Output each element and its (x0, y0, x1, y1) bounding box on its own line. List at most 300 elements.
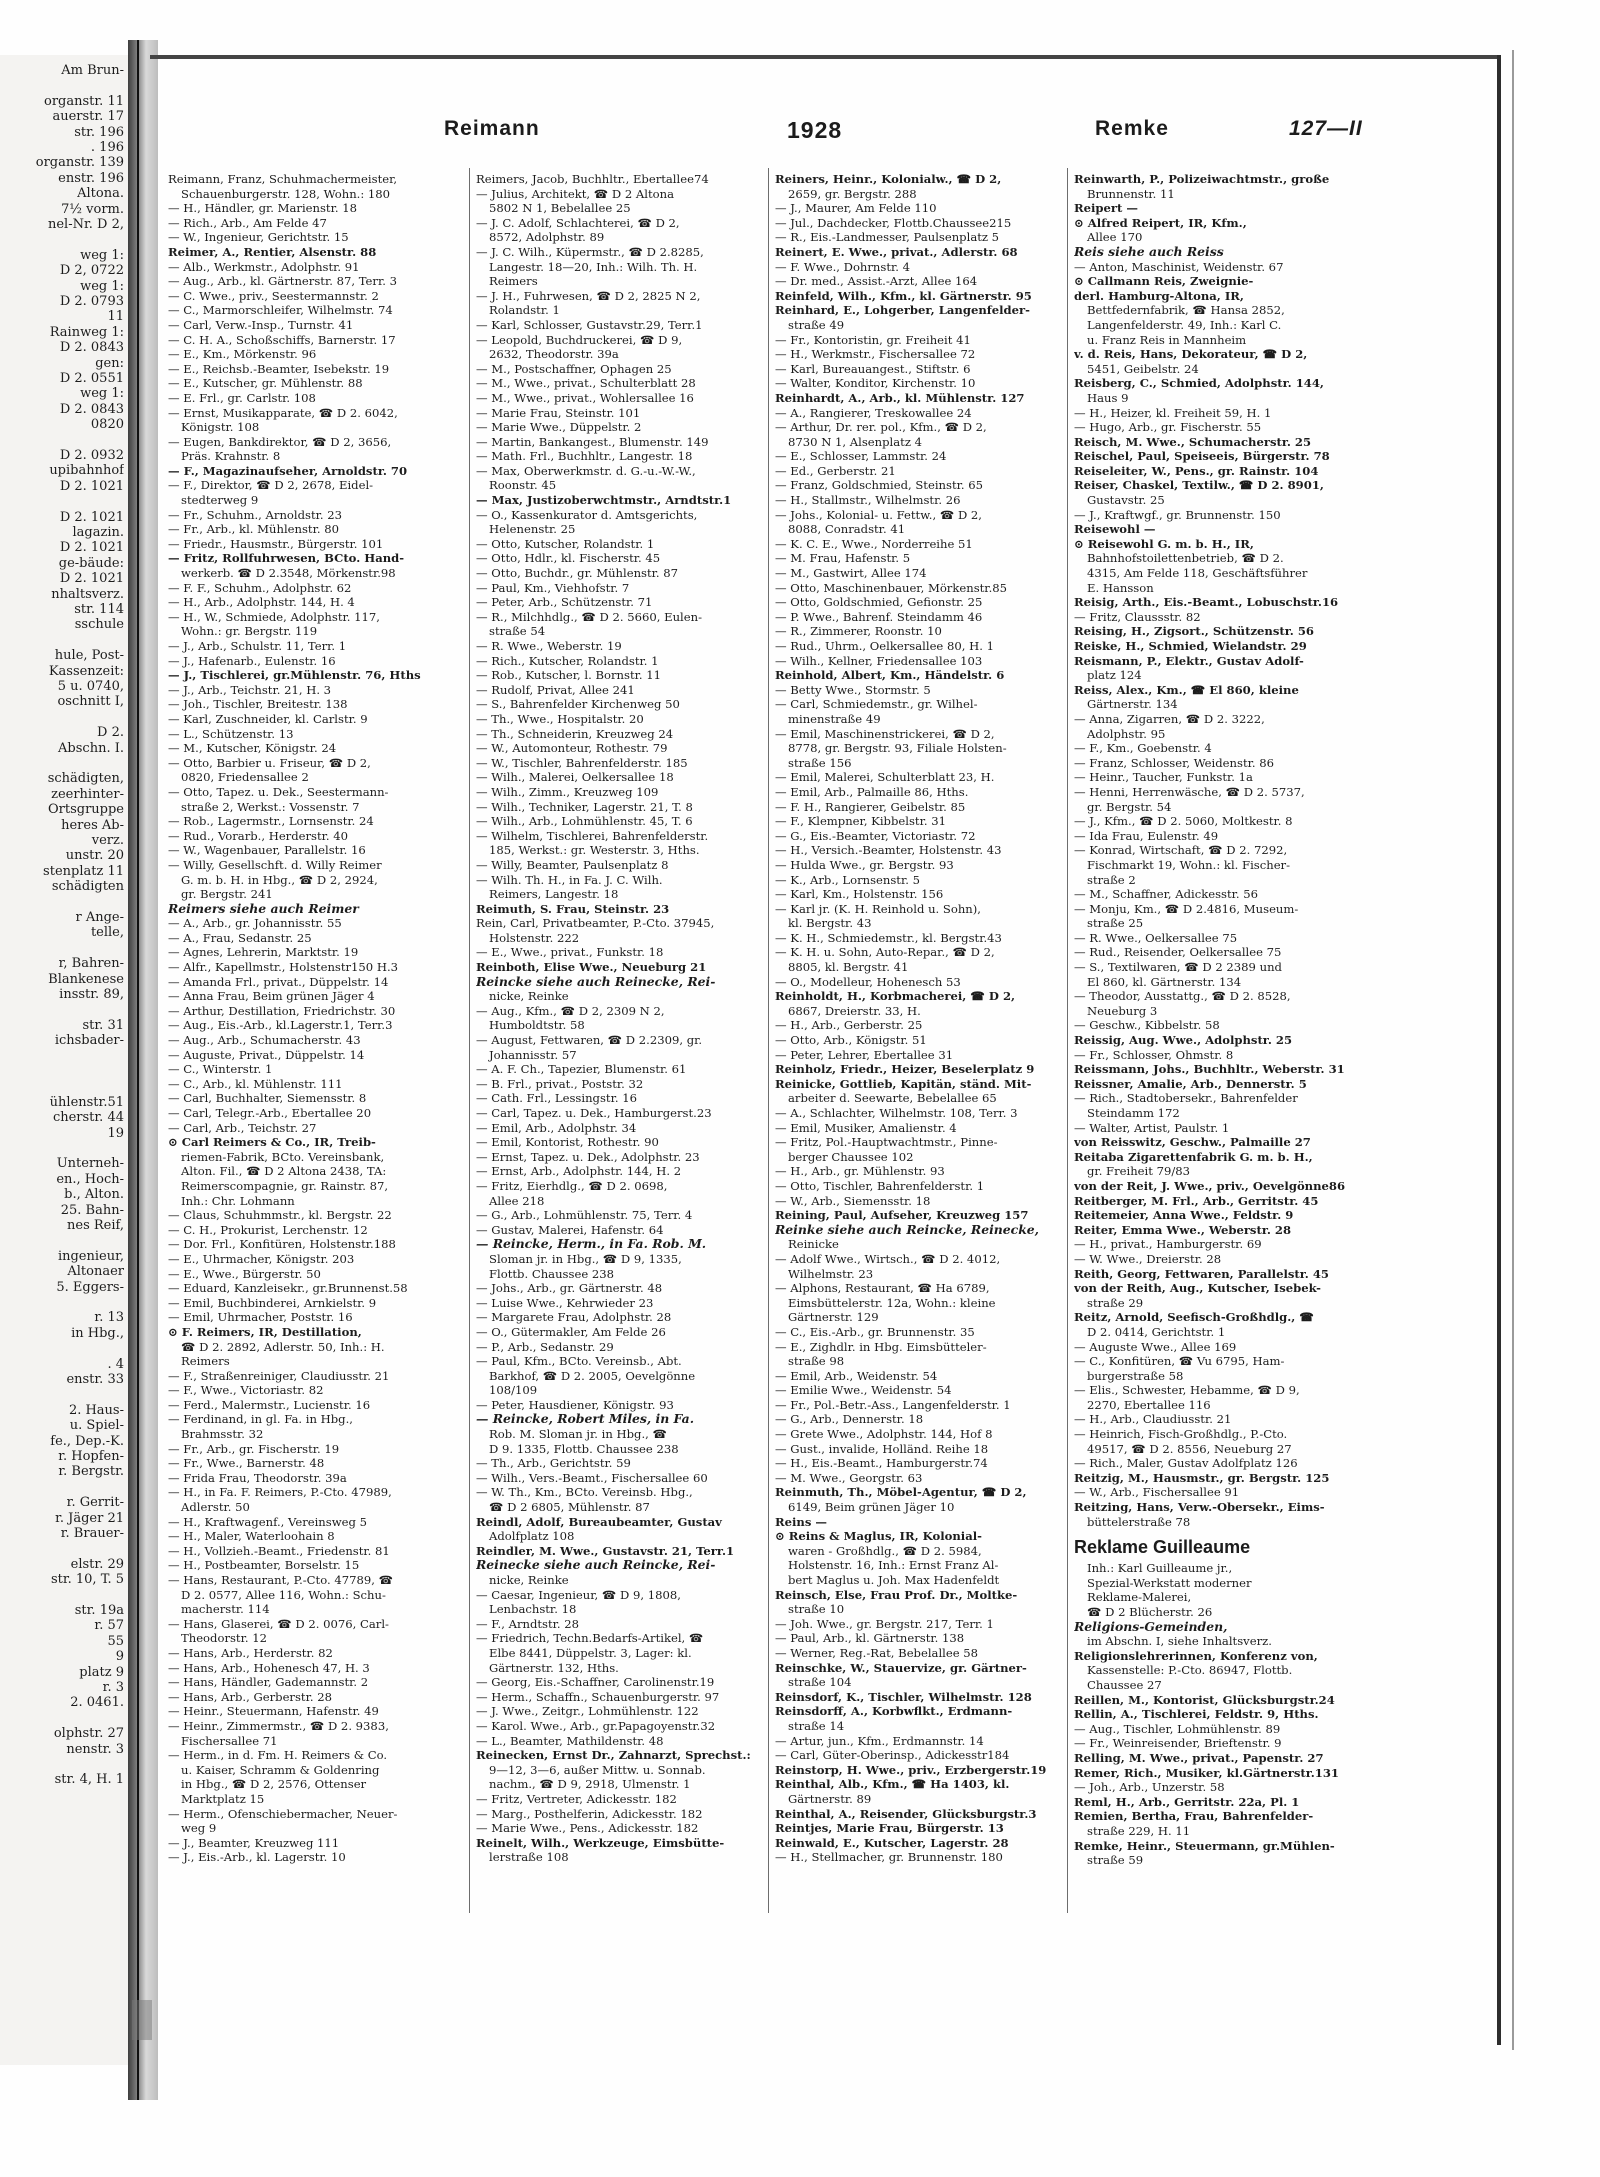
directory-entry: Rein, Carl, Privatbeamter, P.-Cto. 37945, (476, 916, 715, 931)
directory-entry: — Franz, Schlosser, Weidenstr. 86 (1074, 755, 1275, 770)
directory-entry: — Th., Wwe., Hospitalstr. 20 (476, 711, 644, 726)
directory-entry: — J., Kraftwgf., gr. Brunnenstr. 150 (1074, 507, 1281, 522)
directory-entry: — F. F., Schuhm., Adolphstr. 62 (168, 580, 352, 595)
directory-entry: — Cath. Frl., Lessingstr. 16 (476, 1091, 637, 1106)
previous-page-fragment: weg 1: (80, 278, 124, 294)
directory-entry: Brunnenstr. 11 (1087, 186, 1175, 201)
directory-entry: Reissig, Aug. Wwe., Adolphstr. 25 (1074, 1033, 1293, 1048)
directory-entry: Reimers siehe auch Reimer (168, 901, 359, 916)
directory-entry: — Emil, Malerei, Schulterblatt 23, H. (775, 770, 995, 785)
directory-entry: — J. H., Fuhrwesen, ☎ D 2, 2825 N 2, (476, 288, 701, 303)
directory-entry: — Caesar, Ingenieur, ☎ D 9, 1808, (476, 1587, 681, 1602)
previous-page-edge (0, 55, 128, 2065)
directory-entry: Roonstr. 45 (489, 478, 557, 493)
directory-entry: Reklame-Malerei, (1087, 1590, 1192, 1605)
directory-entry: — Artur, jun., Kfm., Erdmannstr. 14 (775, 1733, 984, 1748)
previous-page-fragment: Ortsgruppe (47, 802, 124, 818)
directory-entry: Humboldtstr. 58 (489, 1018, 585, 1033)
directory-entry: Reinholdt, H., Korbmacherei, ☎ D 2, (775, 989, 1016, 1004)
directory-entry: — C. H. A., Schoßschiffs, Barnerstr. 17 (168, 332, 396, 347)
directory-entry: Reinsch, Else, Frau Prof. Dr., Moltke- (775, 1587, 1018, 1602)
directory-entry: Reismann, P., Elektr., Gustav Adolf- (1074, 653, 1304, 668)
directory-entry: nicke, Reinke (489, 1573, 569, 1587)
directory-entry: — E., Km., Mörkenstr. 96 (168, 347, 317, 362)
directory-entry: — Karol. Wwe., Arb., gr.Papagoyenstr.32 (476, 1718, 716, 1733)
directory-entry: — Karl, Zuschneider, kl. Carlstr. 9 (168, 711, 368, 726)
previous-page-fragment: Rainweg 1: (49, 324, 124, 340)
directory-entry: Gustavstr. 25 (1087, 493, 1165, 508)
directory-entry: — E., Wwe., Bürgerstr. 50 (168, 1266, 321, 1281)
directory-entry: — Otto, Arb., Königstr. 51 (775, 1033, 927, 1048)
book-binding (128, 40, 158, 2100)
directory-entry: waren - Großhdlg., ☎ D 2. 5984, (788, 1543, 982, 1558)
directory-entry: — Paul, Kfm., BCto. Vereinsb., Abt. (476, 1354, 682, 1369)
directory-entry: — Wilh., Malerei, Oelkersallee 18 (476, 770, 674, 785)
directory-entry: — Carl, Telegr.-Arb., Ebertallee 20 (168, 1106, 372, 1120)
directory-entry: Reisewohl — (1074, 522, 1156, 537)
directory-entry: Reiser, Chaskel, Textilw., ☎ D 2. 8901, (1074, 478, 1324, 493)
previous-page-fragment: nes Reif, (67, 1218, 124, 1233)
directory-entry: — M., Wwe., privat., Wohlersallee 16 (476, 390, 694, 405)
directory-entry: — R. Wwe., Weberstr. 19 (476, 639, 622, 653)
directory-entry: — G., Eis.-Beamter, Victoriastr. 72 (775, 828, 976, 843)
directory-entry: Bahnhofstoilettenbetrieb, ☎ D 2. (1087, 551, 1284, 566)
directory-entry: — Georg, Eis.-Schaffner, Carolinenstr.19 (476, 1675, 715, 1690)
directory-entry: — Dor. Frl., Konfitüren, Holstenstr.188 (168, 1237, 396, 1252)
directory-entry: — H., privat., Hamburgerstr. 69 (1074, 1237, 1262, 1252)
directory-entry: gr. Bergstr. 54 (1087, 799, 1172, 814)
directory-entry: 6149, Beim grünen Jäger 10 (788, 1500, 955, 1515)
directory-entry: 5802 N 1, Bebelallee 25 (489, 201, 631, 216)
previous-page-fragment: unstr. 20 (65, 848, 124, 864)
previous-page-fragment: gen: (95, 355, 124, 371)
directory-entry: — Rud., Uhrm., Oelkersallee 80, H. 1 (775, 639, 994, 653)
directory-entry: — Otto, Kutscher, Rolandstr. 1 (476, 536, 655, 551)
directory-entry: — Alb., Werkmstr., Adolphstr. 91 (168, 259, 360, 274)
previous-page-fragment: 5. Eggers- (56, 1279, 124, 1295)
previous-page-fragment: D 2. 1021 (59, 540, 124, 556)
directory-entry: — F., Klempner, Kibbelstr. 31 (775, 814, 946, 829)
directory-entry: — Peter, Hausdiener, Königstr. 93 (476, 1397, 674, 1412)
directory-entry: — Fr., Pol.-Betr.-Ass., Langenfelderstr. 1 (775, 1397, 1011, 1412)
directory-entry: — Reincke, Robert Miles, in Fa. (476, 1412, 695, 1427)
directory-entry: — W., Automonteur, Rothestr. 79 (476, 741, 668, 756)
previous-page-fragment: 2. 0461. (70, 1695, 124, 1711)
directory-entry: — Carl, Verw.-Insp., Turnstr. 41 (168, 317, 354, 332)
previous-page-fragment: u. Spiel- (69, 1418, 124, 1434)
directory-entry: von der Reith, Aug., Kutscher, Isebek- (1074, 1281, 1321, 1296)
directory-entry: Reillen, M., Kontorist, Glücksburgstr.24 (1074, 1692, 1335, 1707)
directory-entry: — Hans, Arb., Herderstr. 82 (168, 1645, 333, 1660)
directory-entry: Religions-Gemeinden, (1074, 1619, 1228, 1634)
directory-entry: Reinecke siehe auch Reincke, Rei- (476, 1558, 716, 1573)
directory-entry: — H., Arb., Claudiusstr. 21 (1074, 1412, 1232, 1427)
directory-entry: Reinstorp, H. Wwe., priv., Erzbergerstr.19 (775, 1762, 1047, 1777)
directory-entry: — Ernst, Tapez. u. Dek., Adolphstr. 23 (476, 1149, 700, 1164)
previous-page-fragment: 2. Haus- (68, 1402, 124, 1418)
directory-entry: Kassenstelle: P.-Cto. 86947, Flottb. (1087, 1663, 1293, 1678)
previous-page-fragment: D 2, 0722 (59, 263, 124, 279)
directory-entry: im Abschn. I, siehe Inhaltsverz. (1087, 1634, 1272, 1649)
directory-entry: E. Hansson (1087, 580, 1154, 595)
directory-entry: Reisch, M. Wwe., Schumacherstr. 25 (1074, 434, 1312, 449)
directory-entry: — Hans, Glaserei, ☎ D 2. 0076, Carl- (168, 1616, 389, 1631)
directory-entry: Reimer, A., Rentier, Alsenstr. 88 (168, 244, 377, 259)
directory-entry: — P. Wwe., Bahrenf. Steindamm 46 (775, 609, 983, 624)
previous-page-fragment: . 4 (107, 1356, 124, 1372)
directory-entry: stedterweg 9 (181, 493, 259, 508)
directory-entry: — Emil, Maschinenstrickerei, ☎ D 2, (775, 726, 995, 741)
directory-entry: Barkhof, ☎ D 2. 2005, Oevelgönne (489, 1368, 696, 1383)
directory-entry: Elbe 8441, Düppelstr. 3, Lager: kl. (489, 1645, 692, 1660)
directory-entry: Reitberger, M. Frl., Arb., Gerritstr. 45 (1074, 1193, 1319, 1208)
directory-entry: — F., Straßenreiniger, Claudiusstr. 21 (168, 1368, 390, 1383)
directory-entry: Reitaba Zigarettenfabrik G. m. b. H., (1074, 1149, 1313, 1164)
directory-entry: Flottb. Chaussee 238 (489, 1266, 614, 1281)
directory-entry: — H., in Fa. F. Reimers, P.-Cto. 47989, (168, 1485, 392, 1500)
directory-entry: 9—12, 3—6, außer Mittw. u. Sonnab. (489, 1762, 706, 1777)
directory-entry: Reis siehe auch Reiss (1074, 244, 1224, 259)
directory-entry: — Karl, Km., Holstenstr. 156 (775, 887, 944, 902)
directory-entry: — Wilh. Th. H., in Fa. J. C. Wilh. (476, 872, 663, 887)
directory-entry: Reissmann, Johs., Buchhltr., Weberstr. 31 (1074, 1062, 1345, 1077)
directory-entry: Inh.: Chr. Lohmann (181, 1193, 295, 1208)
directory-entry: nicke, Reinke (489, 989, 569, 1004)
previous-page-fragment: D 2. (97, 725, 124, 741)
directory-entry: — Aug., Arb., kl. Gärtnerstr. 87, Terr. 3 (168, 274, 397, 289)
directory-entry: Reising, H., Zigsort., Schützenstr. 56 (1074, 624, 1314, 639)
previous-page-fragment: organstr. 11 (44, 93, 124, 109)
directory-entry: Reinschke, W., Stauervize, gr. Gärtner- (775, 1660, 1027, 1675)
directory-entry: — August, Fettwaren, ☎ D 2.2309, gr. (476, 1033, 703, 1048)
directory-entry: — Aug., Eis.-Arb., kl.Lagerstr.1, Terr.3 (168, 1018, 393, 1033)
directory-entry: Reins — (775, 1514, 828, 1529)
directory-entry: Reimers, Langestr. 18 (489, 887, 619, 902)
directory-entry: Reischel, Paul, Speiseeis, Bürgerstr. 78 (1074, 449, 1330, 464)
directory-entry: — Otto, Buchdr., gr. Mühlenstr. 87 (476, 566, 679, 581)
directory-entry: Alton. Fil., ☎ D 2 Altona 2438, TA: (181, 1164, 387, 1179)
directory-entry: Haus 9 (1087, 390, 1129, 405)
directory-entry: — Karl, Schlosser, Gustavstr.29, Terr.1 (476, 317, 703, 332)
directory-entry: Reiske, H., Schmied, Wielandstr. 29 (1074, 639, 1307, 653)
directory-entry: — G., Arb., Dennerstr. 18 (775, 1412, 924, 1427)
directory-entry: Reincke siehe auch Reinecke, Rei- (476, 974, 716, 989)
directory-entry: straße 2, Werkst.: Vossenstr. 7 (181, 799, 360, 814)
directory-entry: — Otto, Hdlr., kl. Fischerstr. 45 (476, 551, 661, 566)
directory-entry: — H., Arb., Adolphstr. 144, H. 4 (168, 595, 355, 610)
directory-entry: weg 9 (181, 1821, 217, 1836)
previous-page-fragment: elstr. 29 (70, 1556, 124, 1572)
directory-entry: 8778, gr. Bergstr. 93, Filiale Holsten- (788, 741, 1007, 756)
previous-page-fragment: str. 10, T. 5 (50, 1572, 124, 1588)
directory-entry: straße 14 (788, 1718, 845, 1733)
directory-entry: — Friedr., Hausmstr., Bürgerstr. 101 (168, 536, 384, 551)
previous-page-fragment: str. 114 (74, 602, 124, 617)
directory-entry: — Wilh., Zimm., Kreuzweg 109 (476, 784, 659, 799)
previous-page-fragment: ge-bäude: (58, 555, 124, 571)
previous-page-fragment: str. 196 (74, 124, 124, 140)
directory-entry: Inh.: Karl Guilleaume jr., (1087, 1561, 1233, 1576)
directory-entry: — Marie Wwe., Pens., Adickesstr. 182 (476, 1821, 699, 1836)
directory-entry: 8730 N 1, Alsenplatz 4 (788, 434, 922, 449)
directory-entry: minenstraße 49 (788, 711, 881, 726)
previous-page-fragment: b., Alton. (64, 1187, 124, 1203)
directory-entry: derl. Hamburg-Altona, IR, (1074, 288, 1244, 303)
previous-page-fragment: r. Brauer- (60, 1526, 124, 1541)
directory-entry: straße 29 (1087, 1295, 1144, 1310)
directory-entry: Allee 218 (489, 1193, 545, 1208)
directory-entry: — Peter, Arb., Schützenstr. 71 (476, 595, 653, 610)
directory-entry: — W. Wwe., Dreierstr. 28 (1074, 1251, 1222, 1266)
directory-entry: — F., Magazinaufseher, Arnoldstr. 70 (168, 463, 408, 478)
directory-entry: bert Maglus u. Joh. Max Hadenfeldt (788, 1573, 1000, 1587)
directory-entry: — Heinr., Zimmermstr., ☎ D 2. 9383, (168, 1718, 389, 1733)
directory-entry: — J., Kfm., ☎ D 2. 5060, Moltkestr. 8 (1074, 814, 1293, 829)
directory-entry: — R., Eis.-Landmesser, Paulsenplatz 5 (775, 230, 1000, 245)
previous-page-fragment: r. 13 (94, 1310, 124, 1326)
directory-entry: — Rich., Stadtobersekr., Bahrenfelder (1074, 1091, 1298, 1106)
directory-entry: u. Franz Reis in Mannheim (1087, 332, 1247, 347)
previous-page-fragment: Altonaer (67, 1264, 124, 1280)
previous-page-fragment: ichsbader- (54, 1033, 124, 1049)
previous-page-fragment: cherstr. 44 (52, 1110, 124, 1126)
directory-entry: Reinert, E. Wwe., privat., Adlerstr. 68 (775, 244, 1018, 259)
directory-entry: — R. Wwe., Oelkersallee 75 (1074, 930, 1238, 945)
directory-entry: — M., Schaffner, Adickesstr. 56 (1074, 887, 1259, 902)
previous-page-fragment: weg 1: (80, 386, 124, 402)
directory-entry: — Arthur, Dr. rer. pol., Kfm., ☎ D 2, (775, 420, 987, 435)
scan-smudge (132, 2000, 152, 2040)
directory-entry: Reiseleiter, W., Pens., gr. Rainstr. 104 (1074, 463, 1319, 478)
directory-entry: ☎ D 2 Blücherstr. 26 (1087, 1605, 1213, 1619)
directory-entry: Reitzig, M., Hausmstr., gr. Bergstr. 125 (1074, 1470, 1330, 1485)
directory-entry: Relling, M. Wwe., privat., Papenstr. 27 (1074, 1750, 1324, 1765)
directory-entry: — H., Vollzieh.-Beamt., Friedenstr. 81 (168, 1543, 390, 1558)
directory-entry: — W., Wagenbauer, Parallelstr. 16 (168, 843, 366, 858)
directory-entry: — Willy, Beamter, Paulsenplatz 8 (476, 857, 669, 872)
directory-entry: Marktplatz 15 (181, 1791, 265, 1806)
directory-entry: — C. Wwe., priv., Seestermannstr. 2 (168, 288, 379, 303)
directory-column-3 (775, 172, 1075, 1902)
previous-page-fragment: fe., Dep.-K. (50, 1433, 124, 1449)
directory-entry: — Ernst, Musikapparate, ☎ D 2. 6042, (168, 405, 398, 420)
previous-page-fragment: Kassenzeit: (48, 663, 124, 679)
directory-entry: Lenbachstr. 18 (489, 1602, 577, 1617)
directory-entry: — Betty Wwe., Stormstr. 5 (775, 682, 931, 697)
directory-entry: lerstraße 108 (489, 1850, 569, 1865)
directory-entry: — W., Arb., Siemensstr. 18 (775, 1193, 931, 1208)
previous-page-fragment: D 2. 0843 (59, 401, 124, 417)
previous-page-fragment: 0820 (90, 417, 124, 433)
previous-page-fragment: schädigten, (47, 771, 124, 787)
directory-entry: — Gustav, Malerei, Hafenstr. 64 (476, 1222, 664, 1237)
directory-entry: — Otto, Goldschmied, Gefionstr. 25 (775, 595, 983, 610)
directory-entry: Reinthal, A., Reisender, Glücksburgstr.3 (775, 1806, 1037, 1821)
directory-entry: Brahmsstr. 32 (181, 1427, 264, 1442)
previous-page-fragment: 19 (107, 1125, 124, 1141)
directory-entry: — Emil, Uhrmacher, Poststr. 16 (168, 1310, 353, 1325)
directory-entry: gr. Bergstr. 241 (181, 887, 273, 902)
directory-entry: Allee 170 (1087, 230, 1143, 245)
running-header (170, 117, 1470, 147)
directory-entry: — Werner, Reg.-Rat, Bebelallee 58 (775, 1645, 979, 1660)
directory-entry: Reitemeier, Anna Wwe., Feldstr. 9 (1074, 1208, 1294, 1223)
directory-entry: — Hugo, Arb., gr. Fischerstr. 55 (1074, 420, 1262, 435)
directory-entry: — H., Heizer, kl. Freiheit 59, H. 1 (1074, 405, 1272, 420)
directory-entry: — Marie Frau, Steinstr. 101 (476, 405, 641, 420)
previous-page-fragment: Blankenese (48, 971, 124, 987)
directory-column-4 (1074, 172, 1396, 1902)
previous-page-fragment: Am Brun- (61, 63, 124, 78)
directory-entry: Reml, H., Arb., Gerritstr. 22a, Pl. 1 (1074, 1794, 1300, 1809)
previous-page-fragment: r. 57 (94, 1618, 124, 1634)
directory-entry: — J., Arb., Schulstr. 11, Terr. 1 (168, 639, 347, 653)
directory-entry: — C. H., Prokurist, Lerchenstr. 12 (168, 1222, 368, 1237)
directory-entry: — M., Postschaffner, Ophagen 25 (476, 361, 672, 376)
directory-entry: — Agnes, Lehrerin, Marktstr. 19 (168, 945, 359, 960)
directory-entry: — S., Bahrenfelder Kirchenweg 50 (476, 697, 680, 712)
directory-entry: — E., Kutscher, gr. Mühlenstr. 88 (168, 376, 363, 391)
directory-entry: — H., Eis.-Beamt., Hamburgerstr.74 (775, 1456, 988, 1471)
directory-entry: Reindl, Adolf, Bureaubeamter, Gustav (476, 1514, 722, 1529)
directory-entry: El 860, kl. Gärtnerstr. 134 (1087, 974, 1242, 989)
page-number: 127—II (1289, 117, 1363, 140)
directory-column-2 (476, 172, 776, 1902)
directory-entry: — Otto, Maschinenbauer, Mörkenstr.85 (775, 580, 1008, 595)
directory-entry: — J. Wwe., Zeitgr., Lohmühlenstr. 122 (476, 1704, 699, 1719)
directory-entry: ⊙ Carl Reimers & Co., IR, Treib- (168, 1135, 376, 1150)
previous-page-fragment: r. 3 (102, 1680, 124, 1695)
directory-entry: — C., Eis.-Arb., gr. Brunnenstr. 35 (775, 1324, 975, 1339)
directory-entry: Reimers (181, 1354, 230, 1369)
directory-entry: — Julius, Architekt, ☎ D 2 Altona (476, 186, 675, 201)
directory-entry: Fischmarkt 19, Wohn.: kl. Fischer- (1087, 857, 1291, 872)
directory-entry: Gärtnerstr. 129 (788, 1310, 879, 1325)
directory-entry: — Wilh., Arb., Lohmühlenstr. 45, T. 6 (476, 814, 693, 829)
directory-entry: — Hans, Restaurant, P.-Cto. 47789, ☎ (168, 1573, 394, 1587)
directory-entry: Reinholz, Friedr., Heizer, Beselerplatz 9 (775, 1062, 1035, 1077)
directory-entry: — Wilh., Vers.-Beamt., Fischersallee 60 (476, 1470, 708, 1485)
previous-page-fragment: 11 (107, 309, 124, 325)
directory-entry: — Emil, Kontorist, Rothestr. 90 (476, 1135, 659, 1150)
directory-entry: — Rich., Arb., Am Felde 47 (168, 215, 327, 230)
directory-entry: Reinicke (788, 1237, 839, 1252)
directory-entry: Reimerscompagnie, gr. Rainstr. 87, (181, 1178, 389, 1193)
directory-entry: 2632, Theodorstr. 39a (489, 347, 619, 362)
directory-entry: Helenenstr. 25 (489, 522, 576, 537)
directory-entry: — Fr., Weinreisender, Brieftenstr. 9 (1074, 1736, 1282, 1751)
previous-page-fragment: r. Bergstr. (58, 1464, 124, 1480)
directory-entry: — Arthur, Destillation, Friedrichstr. 30 (168, 1003, 396, 1018)
directory-entry: — B. Frl., privat., Poststr. 32 (476, 1076, 644, 1091)
directory-entry: 0820, Friedensallee 2 (181, 770, 309, 785)
directory-entry: — Martin, Bankangest., Blumenstr. 149 (476, 434, 709, 449)
directory-entry: Remke, Heinr., Steuermann, gr.Mühlen- (1074, 1838, 1335, 1853)
directory-entry: — Ernst, Arb., Adolphstr. 144, H. 2 (476, 1164, 682, 1179)
directory-entry: — E., Reichsb.-Beamter, Isebekstr. 19 (168, 361, 390, 376)
directory-entry: — Hans, Arb., Gerberstr. 28 (168, 1689, 332, 1704)
directory-entry: — H., Stallmstr., Wilhelmstr. 26 (775, 493, 961, 508)
directory-entry: — Amanda Frl., privat., Düppelstr. 14 (168, 974, 389, 989)
previous-page-fragment: weg 1: (80, 247, 124, 263)
directory-entry: 8088, Conradstr. 41 (788, 522, 906, 537)
directory-entry: — Anton, Maschinist, Weidenstr. 67 (1074, 259, 1284, 274)
directory-entry: ⊙ Alfred Reipert, IR, Kfm., (1074, 215, 1247, 230)
directory-entry: nachm., ☎ D 9, 2918, Ulmenstr. 1 (489, 1777, 691, 1792)
previous-page-fragment: D 2. 0551 (59, 371, 124, 386)
directory-entry: Reinhardt, A., Arb., kl. Mühlenstr. 127 (775, 390, 1025, 405)
directory-entry: — H., Arb., Gerberstr. 25 (775, 1018, 923, 1033)
directory-entry: — Ed., Gerberstr. 21 (775, 463, 896, 478)
directory-entry: — Friedrich, Techn.Bedarfs-Artikel, ☎ (476, 1631, 704, 1646)
directory-entry: — Carl, Arb., Teichstr. 27 (168, 1120, 317, 1135)
directory-entry: — Fr., Arb., gr. Fischerstr. 19 (168, 1441, 340, 1456)
directory-entry: Reinfeld, Wilh., Kfm., kl. Gärtnerstr. 95 (775, 288, 1032, 303)
directory-entry: Rellin, A., Tischlerei, Feldstr. 9, Hths. (1074, 1707, 1319, 1722)
previous-page-fragment: 9 (115, 1649, 124, 1665)
directory-entry: v. d. Reis, Hans, Dekorateur, ☎ D 2, (1074, 347, 1308, 362)
directory-entry: — Otto, Tapez. u. Dek., Seestermann- (168, 784, 389, 799)
directory-entry: — O., Kassenkurator d. Amtsgerichts, (476, 507, 698, 522)
directory-entry: — F., Km., Goebenstr. 4 (1074, 741, 1212, 756)
directory-entry: in Hbg., ☎ D 2, 2576, Ottenser (181, 1777, 367, 1792)
directory-entry: — H., Stellmacher, gr. Brunnenstr. 180 (775, 1850, 1003, 1865)
previous-page-fragment: heres Ab- (61, 817, 124, 833)
directory-entry: — Rich., Kutscher, Rolandstr. 1 (476, 653, 659, 668)
directory-entry: straße 49 (788, 317, 845, 332)
directory-entry: — Willy, Gesellschft. d. Willy Reimer (168, 857, 382, 872)
directory-column-1 (168, 172, 468, 1902)
previous-page-fragment: hule, Post- (54, 648, 124, 664)
directory-entry: — Eduard, Kanzleisekr., gr.Brunnenst.58 (168, 1281, 408, 1296)
directory-entry: — Emil, Arb., Weidenstr. 54 (775, 1368, 938, 1383)
directory-entry: Reinelt, Wilh., Werkzeuge, Eimsbütte- (476, 1835, 725, 1850)
directory-entry: — C., Konfitüren, ☎ Vu 6795, Ham- (1074, 1354, 1285, 1369)
directory-entry: gr. Freiheit 79/83 (1087, 1164, 1191, 1179)
directory-entry: — Henni, Herrenwäsche, ☎ D 2. 5737, (1074, 784, 1305, 799)
previous-page-fragment: schädigten (51, 879, 124, 895)
previous-page-fragment: D 2. 1021 (59, 478, 124, 494)
directory-entry: — Marg., Posthelferin, Adickesstr. 182 (476, 1806, 703, 1821)
previous-page-fragment: D 2. 1021 (59, 509, 124, 525)
directory-entry: — Fritz, Eierhdlg., ☎ D 2. 0698, (476, 1178, 668, 1193)
directory-entry: Reinecken, Ernst Dr., Zahnarzt, Sprechst.: (476, 1748, 751, 1763)
directory-entry: riemen-Fabrik, BCto. Vereinsbank, (181, 1149, 385, 1164)
directory-entry: Adolphstr. 95 (1087, 726, 1166, 741)
directory-entry: Chaussee 27 (1087, 1677, 1162, 1692)
directory-entry: Reinsdorff, A., Korbwflkt., Erdmann- (775, 1704, 1013, 1719)
directory-entry: — M. Wwe., Georgstr. 63 (775, 1470, 923, 1485)
directory-entry: Reinke siehe auch Reincke, Reinecke, (775, 1222, 1039, 1237)
previous-page-fragment: 7½ vorm. (61, 201, 124, 217)
directory-entry: — E. Frl., gr. Carlstr. 108 (168, 390, 316, 405)
directory-entry: — Aug., Tischler, Lohmühlenstr. 89 (1074, 1721, 1281, 1736)
directory-entry: — Marie Wwe., Düppelstr. 2 (476, 420, 642, 435)
directory-entry: — Otto, Tischler, Bahrenfelderstr. 1 (775, 1178, 985, 1193)
directory-entry: — Reincke, Herm., in Fa. Rob. M. (476, 1237, 707, 1252)
previous-page-fragment: enstr. 196 (58, 170, 124, 186)
directory-entry: Reklame Guilleaume (1074, 1537, 1251, 1558)
directory-entry: Reiners, Heinr., Kolonialw., ☎ D 2, (775, 172, 1002, 186)
directory-entry: — Wilh., Techniker, Lagerstr. 21, T. 8 (476, 799, 693, 814)
directory-entry: — Johs., Kolonial- u. Fettw., ☎ D 2, (775, 507, 982, 522)
previous-page-fragment: r Ange- (75, 910, 124, 925)
directory-entry: — Claus, Schuhmmstr., kl. Bergstr. 22 (168, 1208, 392, 1223)
directory-entry: — Auguste, Privat., Düppelstr. 14 (168, 1047, 365, 1062)
directory-entry: — Heinr., Taucher, Funkstr. 1a (1074, 770, 1253, 785)
page-right-border (1497, 55, 1501, 2045)
directory-entry: — Peter, Lehrer, Ebertallee 31 (775, 1047, 954, 1062)
